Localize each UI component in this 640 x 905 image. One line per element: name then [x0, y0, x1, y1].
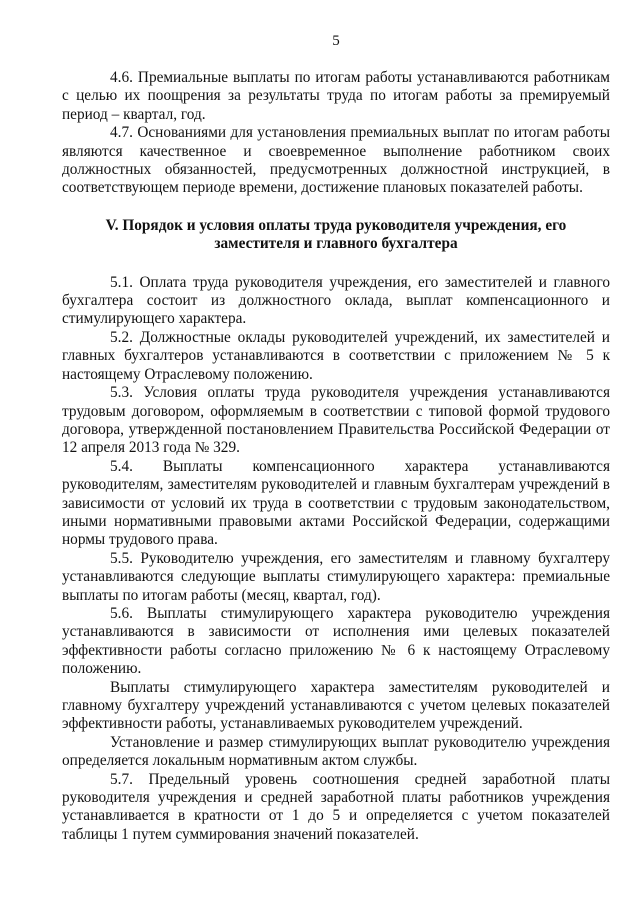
paragraph-5-6-deputies: Выплаты стимулирующего характера заместителям руководителей и главному бухгалтеру учреждений устанавливаются с учетом целевых показателей эффективности работы, устанавливаемых руководителем учреждений. [62, 678, 610, 733]
paragraph-5-3: 5.3. Условия оплаты труда руководителя учреждения устанавливаются трудовым договором, оформляемым в соответствии с типовой формой трудового договора, утвержденной постановлением Правительства Российской Федерации от 12 апреля 2013 года № 329. [62, 384, 610, 457]
document-body [62, 69, 610, 844]
document-page [62, 0, 610, 905]
paragraph-5-4: 5.4. Выплаты компенсационного характера устанавливаются руководителям, заместителям руководителей и главным бухгалтерам учреждений в зависимости от условий их труда в соответствии с трудовым законодательством, иными нормативными правовыми актами Российской Федерации, содержащими нормы трудового права. [62, 457, 610, 549]
paragraph-5-6-local-act: Установление и размер стимулирующих выплат руководителю учреждения определяется локальным нормативным актом службы. [62, 733, 610, 770]
section-heading-line-2: заместителя и главного бухгалтера [214, 235, 458, 253]
paragraph-4-6: 4.6. Премиальные выплаты по итогам работы устанавливаются работникам с целью их поощрения за результаты труда по итогам работы за премируемый период – квартал, год. [62, 69, 610, 123]
section-heading [62, 217, 610, 254]
paragraph-5-5: 5.5. Руководителю учреждения, его заместителям и главному бухгалтеру устанавливаются следующие выплаты стимулирующего характера: премиальные выплаты по итогам работы (месяц, квартал, год). [62, 549, 610, 604]
page-number: 5 [332, 33, 340, 49]
section-heading-line-1: V. Порядок и условия оплаты труда руководителя учреждения, его [105, 216, 567, 234]
paragraph-5-7: 5.7. Предельный уровень соотношения средней заработной платы руководителя учреждения и средней заработной платы работников учреждения устанавливается в кратности от 1 до 5 и определяется с учетом показателей таблицы 1 путем суммирования значений показателей. [62, 770, 610, 843]
paragraph-5-2: 5.2. Должностные оклады руководителей учреждений, их заместителей и главных бухгалтеров устанавливаются в соответствии с приложением № 5 к настоящему Отраслевому положению. [62, 328, 610, 383]
paragraph-5-1: 5.1. Оплата труда руководителя учреждения, его заместителей и главного бухгалтера состоит из должностного оклада, выплат компенсационного и стимулирующего характера. [62, 273, 610, 328]
paragraph-5-6: 5.6. Выплаты стимулирующего характера руководителю учреждения устанавливаются в зависимости от исполнения ими целевых показателей эффективности работы согласно приложению № 6 к настоящему Отраслевому положению. [62, 604, 610, 678]
paragraph-4-7: 4.7. Основаниями для установления премиальных выплат по итогам работы являются качественное и своевременное выполнение работником своих должностных обязанностей, предусмотренных должностной инструкцией, в соответствующем периоде времени, достижение плановых показателей работы. [62, 124, 610, 197]
